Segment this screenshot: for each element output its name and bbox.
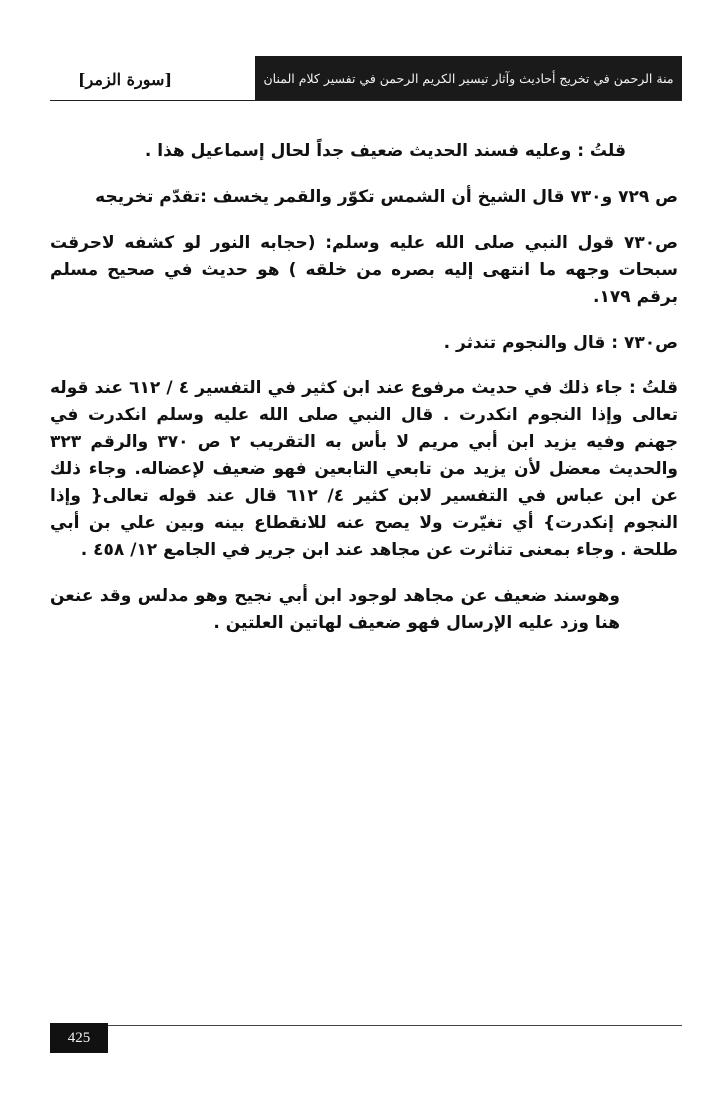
paragraph-6: وهوسند ضعيف عن مجاهد لوجود ابن أبي نجيح وهو مدلس وقد عنعن هنا وزد عليه الإرسال فهو ضعيف لهاتين العلتين . bbox=[50, 586, 620, 633]
page-number: 425 bbox=[50, 1023, 108, 1053]
paragraph-4: ص٧٣٠ : قال والنجوم تندثر . bbox=[443, 333, 678, 353]
book-title-banner bbox=[255, 56, 682, 100]
header-divider bbox=[50, 100, 682, 101]
paragraph-2: ص ٧٢٩ و٧٣٠ قال الشيخ أن الشمس تكوّر والقمر يخسف :تقدّم تخريجه bbox=[95, 187, 678, 207]
paragraph-1: قلتُ : وعليه فسند الحديث ضعيف جداً لحال إسماعيل هذا . bbox=[144, 141, 626, 161]
paragraph-3: ص٧٣٠ قول النبي صلى الله عليه وسلم: (حجابه النور لو كشفه لاحرقت سبحات وجهه ما انتهى إليه بصره من خلقه ) هو حديث في صحيح مسلم برقم ١٧٩. bbox=[50, 233, 678, 307]
paragraph-5: قلتُ : جاء ذلك في حديث مرفوع عند ابن كثير في التفسير ٤ / ٦١٢ عند قوله تعالى وإذا النجوم انكدرت . قال النبي صلى الله عليه وسلم انكدرت في جهنم وفيه يزيد ابن أبي مريم لا بأس به التقريب ٢ ص ٣٧٠ والرقم ٣٢٣ والحديث معضل لأن يزيد من تابعي التابعين فهو ضعيف لإعضاله. وجاء ذلك عن ابن عباس في التفسير لابن كثير ٤/ ٦١٢ قال عند قوله تعالى{ وإذا النجوم إنكدرت} أي تغيّرت ولا يصح عنه للانقطاع بينه وبين علي بن أبي طلحة . وجاء بمعنى تناثرت عن مجاهد عند ابن جرير في الجامع ١٢/ ٤٥٨ . bbox=[50, 378, 679, 560]
surah-label: [سورة الزمر] bbox=[77, 69, 173, 89]
footer-divider bbox=[50, 1025, 682, 1026]
book-title: منة الرحمن في تخريج أحاديث وآثار تيسير الكريم الرحمن في تفسير كلام المنان bbox=[263, 70, 674, 86]
page-body bbox=[50, 138, 678, 656]
